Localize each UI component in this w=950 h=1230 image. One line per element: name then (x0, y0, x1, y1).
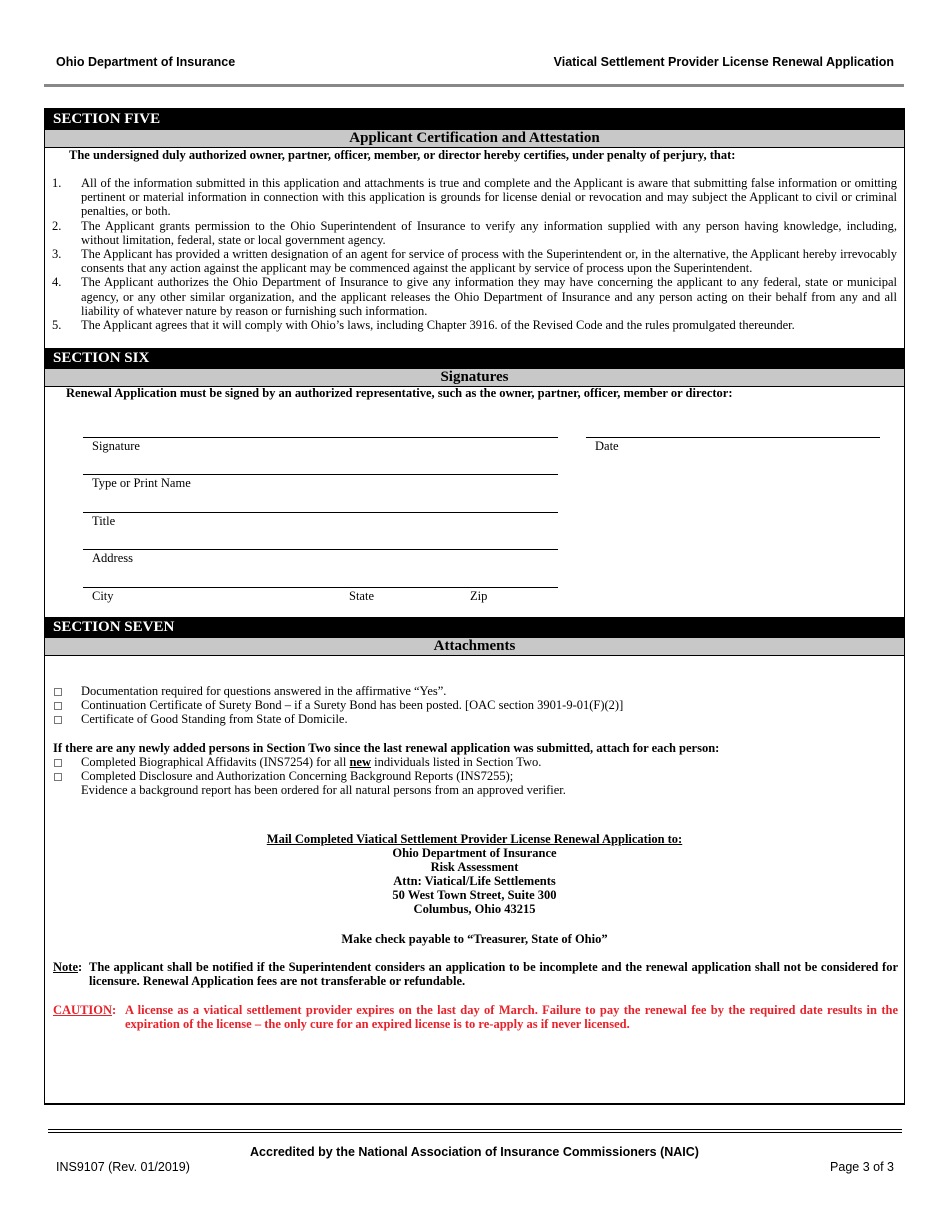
signature-label: Signature (92, 439, 140, 453)
section-six-subtitle: Signatures (45, 368, 904, 387)
certification-list (52, 176, 897, 332)
new-person-checklist-item: Completed Biographical Affidavits (INS7254) for all new individuals listed in Section Two. (54, 755, 541, 770)
certification-item: 4. The Applicant authorizes the Ohio Department of Insurance to give any information they may have concerning the applicant to any federal, state or municipal agency, or any other similar organization, and the applicant releases the Ohio Department of Insurance and any person acting on their behalf from any and all liability of whatever nature by reason or furnishing such information. (52, 275, 897, 318)
checkbox[interactable] (54, 759, 62, 767)
zip-label: Zip (470, 589, 488, 603)
certification-item: 5. The Applicant agrees that it will comply with Ohio’s laws, including Chapter 3916. of the Revised Code and the rules promulgated thereunder. (52, 318, 795, 333)
header-divider (44, 84, 904, 87)
date-label: Date (595, 439, 619, 453)
checkbox[interactable] (54, 773, 62, 781)
address-label: Address (92, 551, 133, 565)
certification-item: 1. All of the information submitted in this application and attachments is true and complete and the Applicant is aware that submitting false information or omitting pertinent or material information in connection with this application is grounds for license denial or revocation and may subject the Applicant to civil or criminal penalties, or both. (52, 176, 897, 219)
header-agency: Ohio Department of Insurance (56, 55, 236, 69)
section-five-subtitle: Applicant Certification and Attestation (45, 129, 904, 148)
note-block: Note: The applicant shall be notified if the Superintendent considers an application to be incomplete and the renewal application shall not be considered for licensure. Renewal Application fees are not transferable or refundable. (53, 960, 898, 989)
section-five-title: SECTION FIVE (45, 109, 904, 129)
mailing-line: Columbus, Ohio 43215 (413, 902, 536, 916)
footer-page-number: Page 3 of 3 (830, 1160, 894, 1174)
certification-intro: The undersigned duly authorized owner, partner, officer, member, or director hereby certifies, under penalty of perjury, that: (69, 148, 736, 162)
date-field[interactable] (586, 437, 880, 438)
city-state-zip-field[interactable] (83, 587, 558, 588)
caution-block: CAUTION: A license as a viatical settlement provider expires on the last day of March. Failure to pay the renewal fee by the required date results in the expiration of the license – the only cure for an expired license is to re-apply as if never licensed. (53, 1003, 898, 1032)
checkbox[interactable] (54, 716, 62, 724)
section-seven-title: SECTION SEVEN (45, 617, 904, 637)
checkbox[interactable] (54, 702, 62, 710)
print-name-field[interactable] (83, 474, 558, 475)
signature-intro: Renewal Application must be signed by an authorized representative, such as the owner, partner, officer, member or director: (66, 386, 733, 400)
background-report-line: Evidence a background report has been ordered for all natural persons from an approved verifier. (81, 783, 566, 797)
city-label: City (92, 589, 114, 603)
print-name-label: Type or Print Name (92, 476, 191, 490)
mailing-line: Risk Assessment (430, 860, 519, 874)
new-persons-heading: If there are any newly added persons in Section Two since the last renewal application was submitted, attach for each person: (53, 741, 720, 755)
note-text: The applicant shall be notified if the Superintendent considers an application to be incomplete and the renewal application shall not be considered for licensure. Renewal Application fees are not transferable or refundable. (89, 960, 898, 989)
new-emphasis: new (349, 755, 372, 769)
mailing-line: 50 West Town Street, Suite 300 (392, 888, 557, 902)
state-label: State (349, 589, 374, 603)
new-person-checklist-item: Completed Disclosure and Authorization Concerning Background Reports (INS7255); (54, 769, 513, 784)
footer-divider (48, 1132, 902, 1133)
title-field[interactable] (83, 512, 558, 513)
title-label: Title (92, 514, 116, 528)
footer-divider (48, 1129, 902, 1130)
checkbox[interactable] (54, 688, 62, 696)
section-six-title: SECTION SIX (45, 348, 904, 368)
caution-text: A license as a viatical settlement provider expires on the last day of March. Failure to pay the renewal fee by the required date results in the expiration of the license – the only cure for an expired license is to re-apply as if never licensed. (125, 1003, 898, 1032)
certification-item: 3. The Applicant has provided a written designation of an agent for service of process with the Superintendent or, in the alternative, the Applicant hereby irrevocably consents that any action against the applicant may be commenced against the applicant by service of process upon the Superintendent. (52, 247, 897, 276)
mailing-line: Attn: Viatical/Life Settlements (393, 874, 556, 888)
certification-item: 2. The Applicant grants permission to the Ohio Superintendent of Insurance to verify any information supplied with any person having knowledge, including, without limitation, federal, state or local government agency. (52, 218, 897, 247)
attachment-checklist-item: Documentation required for questions answered in the affirmative “Yes”. (54, 684, 446, 699)
mailing-line: Ohio Department of Insurance (392, 846, 557, 860)
address-field[interactable] (83, 549, 558, 550)
check-payable: Make check payable to “Treasurer, State of Ohio” (341, 932, 608, 946)
header-form-title: Viatical Settlement Provider License Renewal Application (553, 55, 894, 69)
caution-label: CAUTION (53, 1003, 113, 1017)
attachment-checklist-item: Continuation Certificate of Surety Bond – if a Surety Bond has been posted. [OAC section 3901-9-01(F)(2)] (54, 698, 623, 713)
footer-accreditation: Accredited by the National Association of Insurance Commissioners (NAIC) (250, 1145, 699, 1159)
section-seven-subtitle: Attachments (45, 637, 904, 656)
mailing-heading: Mail Completed Viatical Settlement Provider License Renewal Application to: (266, 832, 683, 846)
footer-form-id: INS9107 (Rev. 01/2019) (56, 1160, 190, 1174)
note-label: Note (53, 960, 78, 974)
attachment-checklist-item: Certificate of Good Standing from State of Domicile. (54, 712, 348, 727)
signature-field[interactable] (83, 437, 558, 438)
